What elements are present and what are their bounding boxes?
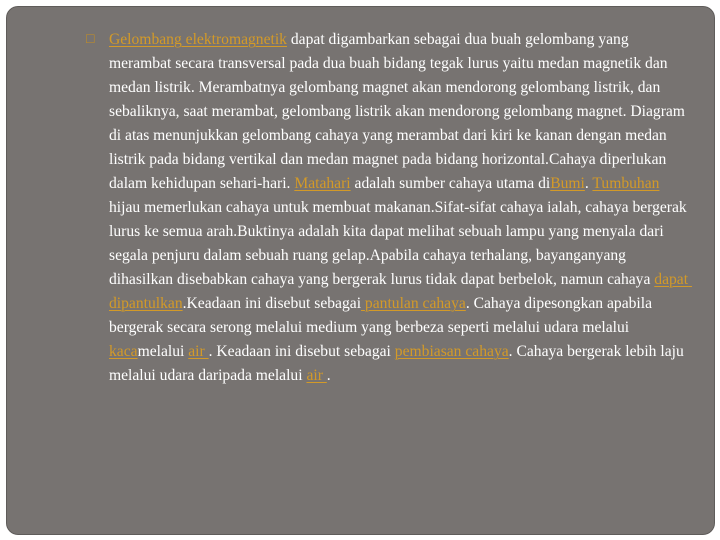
text-run: . Keadaan ini disebut sebagai xyxy=(208,343,395,360)
slide-panel xyxy=(6,6,715,535)
hyperlink[interactable]: Bumi xyxy=(550,175,585,192)
text-run: . xyxy=(584,175,593,192)
text-run: hijau memerlukan cahaya untuk membuat makanan.Sifat-sifat cahaya ialah, cahaya bergerak lurus ke semua arah.Buktinya adalah kita dapat melihat sebuah lampu yang menyala dari segala penjuru dalam sebuah ruang gelap.Apabila cahaya terhalang, bayanganyang dihasilkan disebabkan cahaya yang bergerak lurus tidak dapat berbelok, namun cahaya xyxy=(109,175,691,288)
text-run: . Cahaya dipesongkan apabila bergerak secara serong melalui medium yang berbeza seperti melalui udara melalui xyxy=(109,295,656,336)
hyperlink[interactable]: kaca xyxy=(109,343,138,360)
text-run: adalah sumber cahaya utama di xyxy=(350,175,551,192)
text-run: dapat digambarkan sebagai dua buah gelombang yang merambat secara transversal pada dua buah bidang tegak lurus yaitu medan magnetik dan medan listrik. Merambatnya gelombang magnet akan mendorong gelombang listrik, dan sebaliknya, saat merambat, gelombang listrik akan mendorong gelombang magnet. Diagram di atas menunjukkan gelombang cahaya yang merambat dari kiri ke kanan dengan medan listrik pada bidang vertikal dan medan magnet pada bidang horizontal.Cahaya diperlukan dalam kehidupan sehari-hari. xyxy=(109,31,689,192)
hyperlink[interactable]: Tumbuhan xyxy=(592,175,660,192)
text-run: melalui xyxy=(137,343,189,360)
hyperlink[interactable]: pembiasan cahaya xyxy=(394,343,509,360)
text-run: . xyxy=(326,367,331,384)
text-run: .Keadaan ini disebut sebagai xyxy=(182,295,362,312)
text-run: . Cahaya bergerak lebih laju melalui udara daripada melalui xyxy=(109,343,688,384)
hyperlink[interactable]: air xyxy=(188,343,209,360)
hyperlink[interactable]: air xyxy=(306,367,327,384)
hyperlink[interactable]: Matahari xyxy=(294,175,351,192)
hyperlink[interactable]: pantulan cahaya xyxy=(361,295,466,312)
hyperlink[interactable]: dapat dipantulkan xyxy=(109,271,692,312)
hyperlink[interactable]: Gelombang elektromagnetik xyxy=(109,31,287,48)
body-paragraph xyxy=(109,28,692,388)
bullet-square-icon: □ xyxy=(86,32,95,47)
